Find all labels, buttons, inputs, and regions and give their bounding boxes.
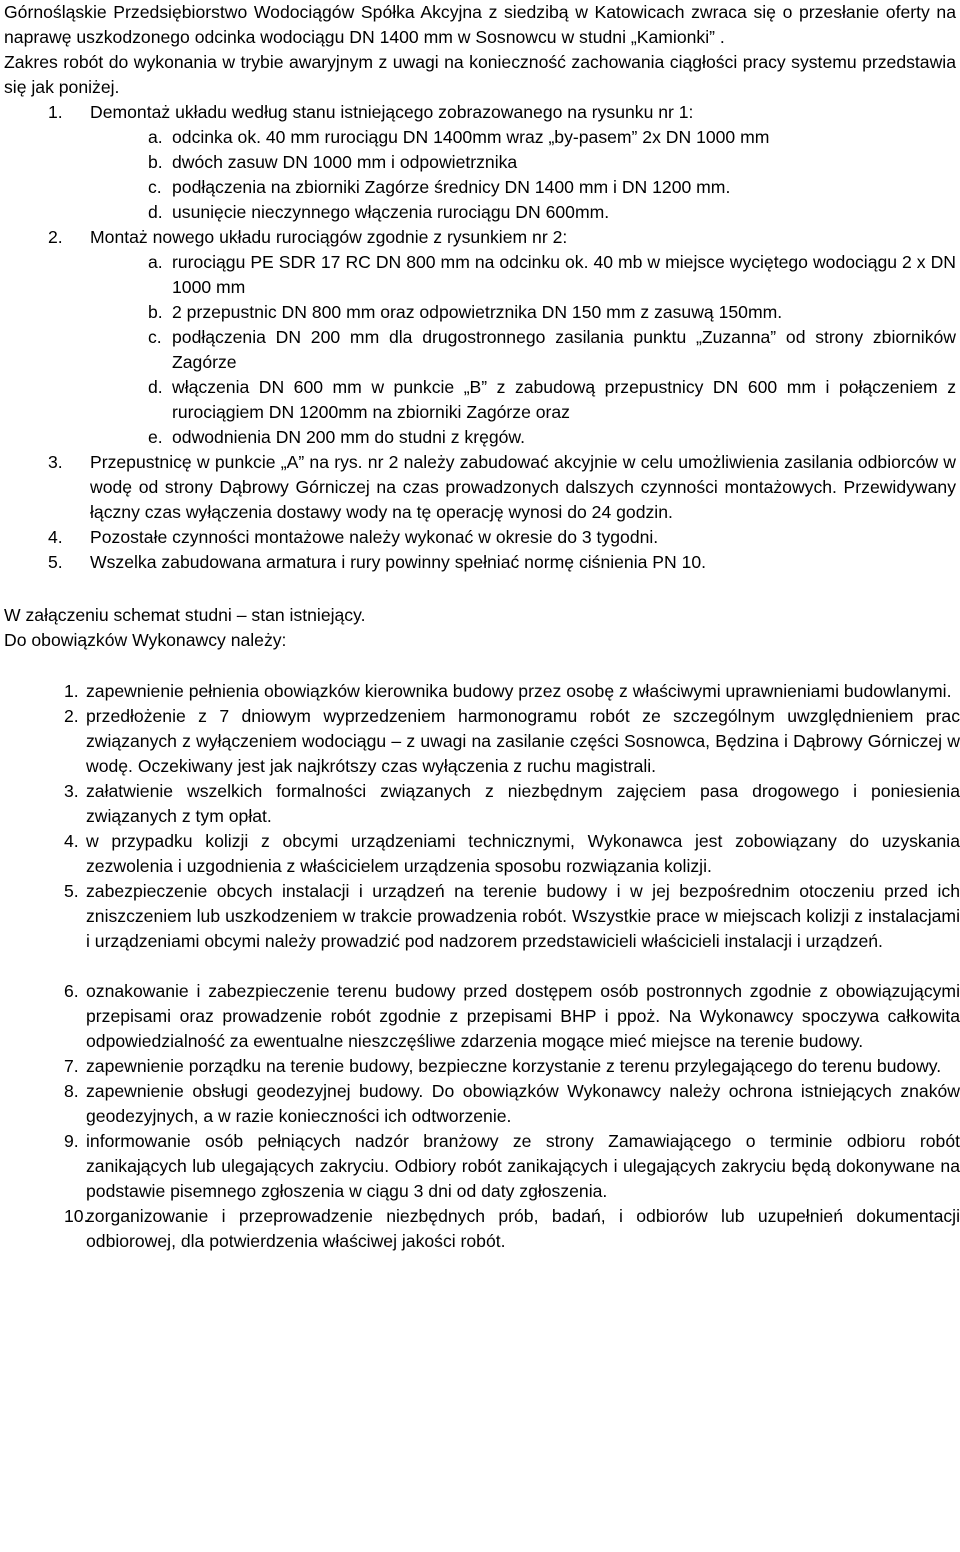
duty-item-3 xyxy=(4,779,960,829)
duty-text: zabezpieczenie obcych instalacji i urządzeń na terenie budowy i w jej bezpośrednim otoczeniu przed ich zniszczeniem lub uszkodzeniem w trakcie prowadzenia robót. Wszystkie prace w miejscach kolizji z instalacjami i urządzeniami obcymi należy prowadzić pod nadzorem przedstawicieli właścicieli instalacji i urządzeń. xyxy=(86,881,960,951)
duty-item-2 xyxy=(4,704,960,779)
intro-paragraph-1: Górnośląskie Przedsiębiorstwo Wodociągów Spółka Akcyjna z siedzibą w Katowicach zwraca się o przesłanie oferty na naprawę uszkodzonego odcinka wodociągu DN 1400 mm w Sosnowcu w studni „Kamionki” . xyxy=(4,2,956,47)
duty-text: przedłożenie z 7 dniowym wyprzedzeniem harmonogramu robót ze szczególnym uwzględnieniem prac związanych z wyłączeniem wodociągu – z uwagi na zasilanie części Sosnowca, Będzina i Dąbrowy Górniczej w wodę. Oczekiwany jest jak najkrótszy czas wyłączenia z ruchu magistrali. xyxy=(86,706,960,776)
scope-subitem xyxy=(4,375,956,425)
duty-number: 2. xyxy=(64,706,79,726)
duty-number: 10. xyxy=(64,1206,89,1226)
duty-number: 4. xyxy=(64,831,79,851)
sub-text: odwodnienia DN 200 mm do studni z kręgów. xyxy=(172,427,526,447)
scope-item-2 xyxy=(4,225,956,450)
scope-text: Wszelka zabudowana armatura i rury powinny spełniać normę ciśnienia PN 10. xyxy=(90,552,707,572)
duty-item-9 xyxy=(4,1129,960,1204)
scope-text: Przepustnicę w punkcie „A” na rys. nr 2 należy zabudować akcyjnie w celu umożliwienia zasilania odbiorców w wodę od strony Dąbrowy Górniczej na czas prowadzonych dalszych czynności montażowych. Przewidywany łączny czas wyłączenia dostawy wody na tę operację wynosi do 24 godzin. xyxy=(90,452,956,522)
sub-letter: d. xyxy=(148,202,163,222)
duty-text: informowanie osób pełniących nadzór branżowy ze strony Zamawiającego o terminie odbioru robót zanikających lub ulegających zakryciu. Odbiory robót zanikających i ulegających zakryciu będą dokonywane na podstawie pisemnego zgłoszenia w ciągu 3 dni od daty zgłoszenia. xyxy=(86,1131,960,1201)
scope-subitem xyxy=(4,200,956,225)
scope-text: Pozostałe czynności montażowe należy wykonać w okresie do 3 tygodni. xyxy=(90,527,659,547)
sub-letter: b. xyxy=(148,302,163,322)
duty-number: 7. xyxy=(64,1056,79,1076)
sub-letter: b. xyxy=(148,152,163,172)
duty-item-8 xyxy=(4,1079,960,1129)
duty-item-6 xyxy=(4,979,960,1054)
scope-item-5 xyxy=(4,550,956,575)
sub-letter: c. xyxy=(148,327,162,347)
duty-item-5 xyxy=(4,879,960,954)
scope-sublist xyxy=(90,125,956,225)
sub-text: 2 przepustnic DN 800 mm oraz odpowietrznika DN 150 mm z zasuwą 150mm. xyxy=(172,302,783,322)
sub-text: włączenia DN 600 mm w punkcie „B” z zabudową przepustnicy DN 600 mm i połączeniem z rurociągiem DN 1200mm na zbiorniki Zagórze oraz xyxy=(172,377,956,422)
document-page xyxy=(4,0,960,1254)
sub-text: dwóch zasuw DN 1000 mm i odpowietrznika xyxy=(172,152,518,172)
duties-list xyxy=(4,679,960,1254)
sub-text: rurociągu PE SDR 17 RC DN 800 mm na odcinku ok. 40 mb w miejsce wyciętego wodociągu 2 x DN 1000 mm xyxy=(172,252,956,297)
sub-text: podłączenia DN 200 mm dla drugostronnego zasilania punktu „Zuzanna” od strony zbiorników Zagórze xyxy=(172,327,956,372)
scope-text: Demontaż układu według stanu istniejącego zobrazowanego na rysunku nr 1: xyxy=(90,102,694,122)
duty-text: załatwienie wszelkich formalności związanych z niezbędnym zajęciem pasa drogowego i poniesienia związanych z tym opłat. xyxy=(86,781,960,826)
sub-letter: e. xyxy=(148,427,163,447)
scope-item-4 xyxy=(4,525,956,550)
spacer xyxy=(4,954,960,979)
duty-item-10 xyxy=(4,1204,960,1254)
duty-number: 6. xyxy=(64,981,79,1001)
duty-number: 3. xyxy=(64,781,79,801)
scope-subitem xyxy=(4,425,956,450)
scope-number: 2. xyxy=(48,227,63,247)
duty-number: 1. xyxy=(64,681,79,701)
scope-number: 1. xyxy=(48,102,63,122)
sub-letter: a. xyxy=(148,252,163,272)
scope-text: Montaż nowego układu rurociągów zgodnie z rysunkiem nr 2: xyxy=(90,227,568,247)
scope-subitem xyxy=(4,125,956,150)
scope-number: 5. xyxy=(48,552,63,572)
duty-number: 8. xyxy=(64,1081,79,1101)
sub-text: usunięcie nieczynnego włączenia rurociągu DN 600mm. xyxy=(172,202,610,222)
attachment-note: W załączeniu schemat studni – stan istniejący. xyxy=(4,605,366,625)
sub-text: odcinka ok. 40 mm rurociągu DN 1400mm wraz „by-pasem” 2x DN 1000 mm xyxy=(172,127,770,147)
intro-paragraph-2: Zakres robót do wykonania w trybie awaryjnym z uwagi na konieczność zachowania ciągłości pracy systemu przedstawia się jak poniżej. xyxy=(4,52,956,97)
scope-number: 4. xyxy=(48,527,63,547)
scope-subitem xyxy=(4,325,956,375)
sub-letter: a. xyxy=(148,127,163,147)
scope-number: 3. xyxy=(48,452,63,472)
duty-item-4 xyxy=(4,829,960,879)
sub-text: podłączenia na zbiorniki Zagórze średnicy DN 1400 mm i DN 1200 mm. xyxy=(172,177,731,197)
duty-text: zorganizowanie i przeprowadzenie niezbędnych prób, badań, i odbiorów lub uzupełnień dokumentacji odbiorowej, dla potwierdzenia właściwej jakości robót. xyxy=(86,1206,960,1251)
duty-text: w przypadku kolizji z obcymi urządzeniami technicznymi, Wykonawca jest zobowiązany do uzyskania zezwolenia i uzgodnienia z właścicielem urządzenia sposobu rozwiązania kolizji. xyxy=(86,831,960,876)
scope-subitem xyxy=(4,150,956,175)
scope-subitem xyxy=(4,300,956,325)
duty-text: oznakowanie i zabezpieczenie terenu budowy przed dostępem osób postronnych zgodnie z obowiązującymi przepisami oraz prowadzenie robót zgodnie z przepisami BHP i ppoż. Na Wykonawcy spoczywa całkowita odpowiedzialność za ewentualne nieszczęśliwe zdarzenia mogące mieć miejsce na terenie budowy. xyxy=(86,981,960,1051)
duty-text: zapewnienie porządku na terenie budowy, bezpieczne korzystanie z terenu przylegającego do terenu budowy. xyxy=(86,1056,942,1076)
duties-heading: Do obowiązków Wykonawcy należy: xyxy=(4,630,287,650)
duty-item-1 xyxy=(4,679,960,704)
scope-subitem xyxy=(4,175,956,200)
duty-item-7 xyxy=(4,1054,960,1079)
duty-text: zapewnienie obsługi geodezyjnej budowy. Do obowiązków Wykonawcy należy ochrona istniejących znaków geodezyjnych, a w razie konieczności ich odtworzenie. xyxy=(86,1081,960,1126)
duty-number: 9. xyxy=(64,1131,79,1151)
scope-subitem xyxy=(4,250,956,300)
sub-letter: d. xyxy=(148,377,163,397)
scope-item-1 xyxy=(4,100,956,225)
spacer xyxy=(4,575,960,603)
scope-list xyxy=(4,100,960,575)
duty-text: zapewnienie pełnienia obowiązków kierownika budowy przez osobę z właściwymi uprawnieniami budowlanymi. xyxy=(86,681,952,701)
scope-item-3 xyxy=(4,450,956,525)
sub-letter: c. xyxy=(148,177,162,197)
scope-sublist xyxy=(90,250,956,450)
spacer xyxy=(4,653,960,679)
duty-number: 5. xyxy=(64,881,79,901)
